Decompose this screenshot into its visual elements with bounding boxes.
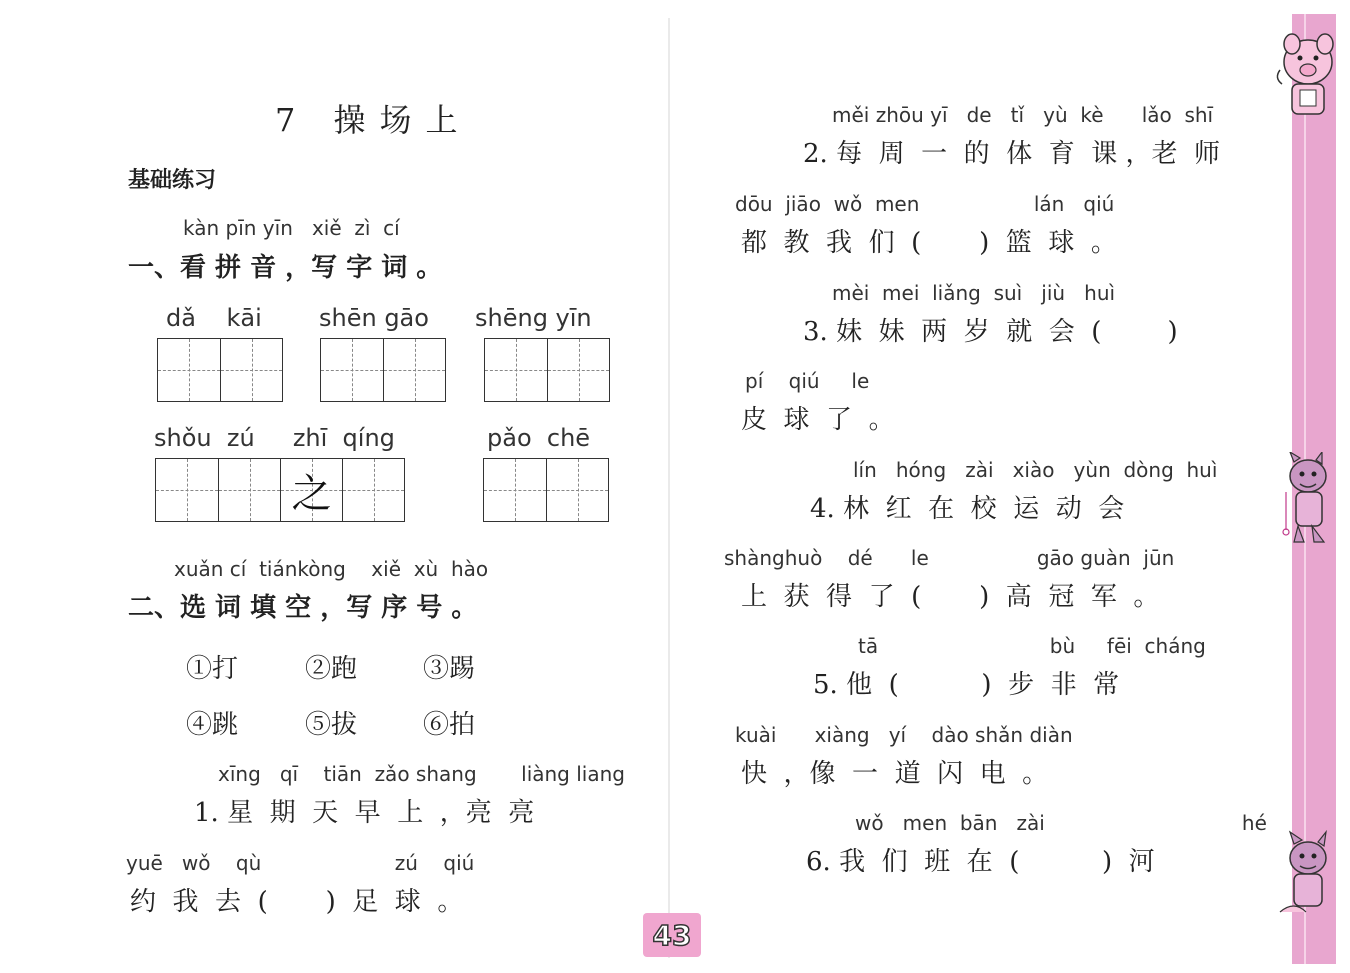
s5-pinyin-2: kuài xiàng yí dào shǎn diàn: [735, 723, 1073, 747]
s1-hanzi-2: 约 我 去 ( ) 足 球 。: [130, 887, 464, 917]
option-1: ①打: [186, 654, 239, 684]
option-6: ⑥拍: [423, 710, 476, 740]
lesson-title: 7 操场上: [275, 101, 472, 139]
s3-pinyin-2: pí qiú le: [745, 369, 870, 393]
q1-heading: 一、看 拼 音 ，写 字 词 。: [128, 253, 443, 283]
option-2: ②跑: [305, 654, 358, 684]
grid-cell[interactable]: [158, 339, 220, 401]
writing-grid-daikai[interactable]: [157, 338, 283, 402]
grid-pinyin-shengyin: shēng yīn: [475, 304, 592, 332]
cartoon-pig-icon: [1270, 30, 1340, 120]
cartoon-wolf-icon: [1278, 828, 1338, 923]
s3-hanzi-2: 皮 球 了 。: [741, 405, 895, 435]
grid-cell[interactable]: [547, 339, 609, 401]
s5-pinyin-1: tā bù fēi cháng: [858, 634, 1206, 658]
cartoon-wolf-icon: [1276, 452, 1336, 547]
grid-cell[interactable]: [484, 459, 546, 521]
s2-pinyin-1: měi zhōu yī de tǐ yù kè lǎo shī: [832, 103, 1214, 127]
s2-hanzi-2: 都 教 我 们 ( ) 篮 球 。: [741, 228, 1117, 258]
option-4: ④跳: [186, 710, 239, 740]
grid-pinyin-paoche: pǎo chē: [487, 424, 591, 452]
s5-hanzi-2: 快 ，像 一 道 闪 电 。: [741, 759, 1049, 789]
s4-hanzi-1: 4. 林 红 在 校 运 动 会: [810, 494, 1125, 524]
grid-cell[interactable]: [220, 339, 282, 401]
option-5: ⑤拔: [305, 710, 358, 740]
grid-cell[interactable]: [485, 339, 547, 401]
writing-grid-paoche[interactable]: [483, 458, 609, 522]
s4-pinyin-2: shànghuò dé le gāo guàn jūn: [724, 546, 1175, 570]
grid-cell[interactable]: [546, 459, 608, 521]
s1-pinyin-2: yuē wǒ qù zú qiú: [126, 851, 475, 875]
section-heading: 基础练习: [128, 168, 217, 193]
s3-pinyin-1: mèi mei liǎng suì jiù huì: [832, 281, 1116, 305]
grid-pinyin-daikai: dǎ kāi: [166, 304, 262, 332]
s2-pinyin-2: dōu jiāo wǒ men lán qiú: [735, 192, 1115, 216]
s1-pinyin-1: xīng qī tiān zǎo shang liàng liang: [218, 762, 625, 786]
writing-grid-shengao[interactable]: [320, 338, 446, 402]
option-3: ③踢: [423, 654, 476, 684]
s6-pinyin-1: wǒ men bān zài hé: [855, 811, 1267, 835]
writing-grid-shouzuzhiqing[interactable]: [155, 458, 405, 522]
s5-hanzi-1: 5. 他 ( ) 步 非 常: [813, 670, 1120, 700]
grid-cell[interactable]: [342, 459, 404, 521]
q2-heading: 二、选 词 填 空 ，写 序 号 。: [128, 593, 478, 623]
grid-pinyin-shengao: shēn gāo: [319, 304, 429, 332]
s4-hanzi-2: 上 获 得 了 ( ) 高 冠 军 。: [741, 582, 1160, 612]
s3-hanzi-1: 3. 妹 妹 两 岁 就 会 ( ): [803, 317, 1178, 347]
s6-hanzi-1: 6. 我 们 班 在 ( ) 河: [806, 847, 1155, 877]
q1-pinyin: kàn pīn yīn xiě zì cí: [183, 216, 400, 240]
grid-pinyin-shouzuzhiqing: shǒu zú zhī qíng: [154, 424, 395, 452]
grid-char: 之: [291, 470, 332, 517]
grid-cell[interactable]: [218, 459, 280, 521]
grid-cell-filled[interactable]: [280, 459, 342, 521]
grid-cell[interactable]: [156, 459, 218, 521]
page-divider: [668, 18, 670, 958]
s4-pinyin-1: lín hóng zài xiào yùn dòng huì: [853, 458, 1218, 482]
q2-pinyin: xuǎn cí tiánkòng xiě xù hào: [174, 557, 489, 581]
s1-hanzi-1: 1. 星 期 天 早 上 ，亮 亮: [194, 798, 535, 828]
s2-hanzi-1: 2. 每 周 一 的 体 育 课 ，老 师: [803, 139, 1221, 169]
writing-grid-shengyin[interactable]: [484, 338, 610, 402]
grid-cell[interactable]: [321, 339, 383, 401]
grid-cell[interactable]: [383, 339, 445, 401]
page-number: 43: [643, 913, 701, 957]
